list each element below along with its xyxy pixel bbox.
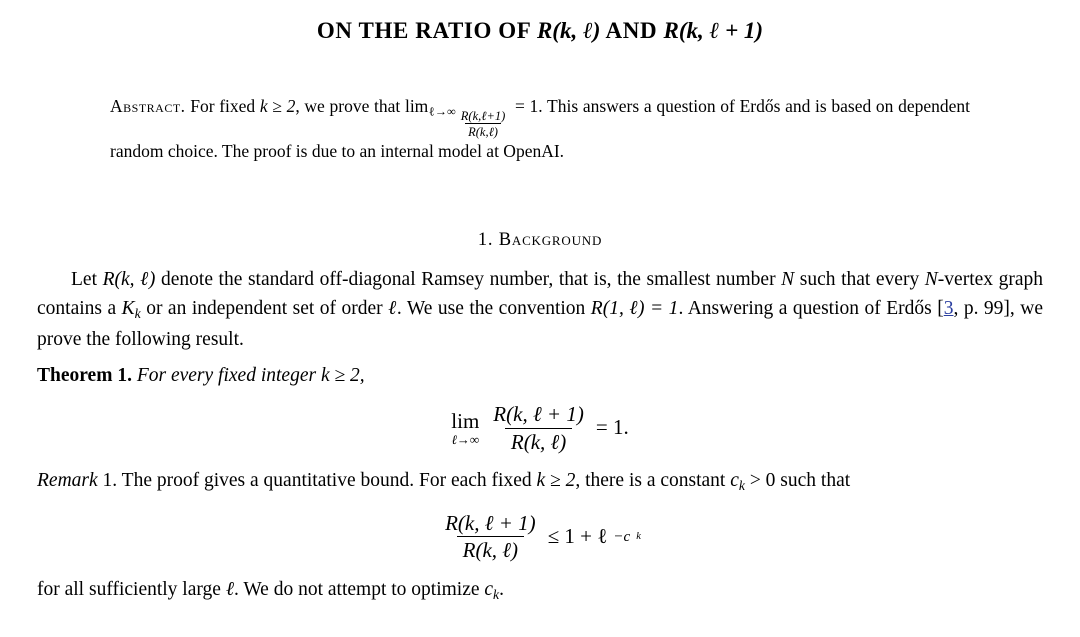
closing-text-3: . [499,578,504,600]
p1-part-2: denote the standard off-diagonal Ramsey number, that is, the smallest number [155,269,782,291]
p1-part-1: Let [71,269,103,291]
theorem-text-2: , [359,365,365,387]
remark-math-c-subscript: k [738,477,745,493]
title-math-2: R(k, ℓ + 1) [663,18,764,43]
p1-math-K: K [121,298,135,320]
limit-subscript: ℓ→∞ [451,431,480,447]
display-equation-remark [37,508,1043,562]
abstract-text-1: For fixed [185,96,260,116]
closing-text-2: . We do not attempt to optimize [233,578,485,600]
theorem-text-1: For every fixed integer [136,365,321,387]
title-math-1: R(k, ℓ) [536,18,601,43]
paragraph-background [37,265,1043,354]
remark-text-1: The proof gives a quantitative bound. For each fixed [117,469,537,491]
p1-math-R: R(k, ℓ) [102,269,156,291]
abstract-math-k: k ≥ 2 [259,96,296,116]
abstract-label: Abstract. [110,96,186,116]
p1-math-N: N [781,269,795,291]
section-heading [0,230,1080,251]
p1-part-8: , p. 99], we prove the following result. [37,298,1044,350]
remark-text-2: , there is a constant [575,469,731,491]
section-name: Background [498,230,603,251]
section-number: 1. [477,230,494,251]
remark-fraction [439,511,542,562]
p1-part-5: or an independent set of order [140,298,389,320]
citation-link-3[interactable]: 3 [943,298,954,320]
p1-math-K-subscript: k [134,306,141,322]
display-equation-theorem [37,402,1043,453]
theorem-statement [37,361,1043,390]
abstract-fraction-numerator: R(k,ℓ+1) [460,108,506,123]
remark-math-c: c [730,469,739,491]
p1-math-N2: N [924,269,938,291]
abstract-fraction-denominator: R(k,ℓ) [465,123,501,139]
remark-text-3: > 0 such that [744,469,851,491]
body-content [37,265,1043,605]
remark-math-k: k ≥ 2 [536,469,576,491]
abstract-block [110,94,970,164]
page-title [0,18,1080,44]
p1-part-7: . Answering a question of Erdős [ [678,298,944,320]
p1-math-convention: R(1, ℓ) = 1 [590,298,679,320]
limit-operator [451,408,480,447]
remark-paragraph [37,466,1043,497]
remark-number: 1. [97,469,118,491]
closing-math-c: c [484,578,494,600]
closing-math-ell: ℓ [225,578,234,600]
p1-part-6: . We use the convention [396,298,591,320]
closing-math-c-subscript: k [493,586,500,602]
remark-head: Remark [37,469,98,491]
abstract-lim-subscript: ℓ→∞ [428,104,456,119]
theorem-math-k: k ≥ 2 [320,365,360,387]
theorem-fraction-denominator: R(k, ℓ) [505,428,572,454]
remark-fraction-numerator: R(k, ℓ + 1) [445,511,536,536]
remark-exponent: −c [613,528,631,545]
remark-equation-relation: ≤ 1 + ℓ [547,524,608,549]
title-joiner: AND [600,18,664,43]
p1-math-ell: ℓ [388,298,397,320]
abstract-text-2: , we prove that lim [295,96,429,116]
theorem-fraction [487,402,590,453]
closing-paragraph [37,575,1043,606]
p1-part-4: -vertex graph contains a [37,269,1043,320]
abstract-text-3: = 1. This answers a question of Erdős and is based on dependent random choice. The proof is due to an internal model at OpenAI. [110,96,971,161]
p1-part-3: such that every [794,269,925,291]
theorem-fraction-numerator: R(k, ℓ + 1) [493,402,584,427]
limit-label: lim [451,408,480,433]
paper-page [0,18,1080,637]
closing-text-1: for all sufficiently large [37,578,226,600]
theorem-equation-rhs: = 1. [595,415,629,440]
theorem-head: Theorem 1. [37,365,132,387]
remark-exponent-subscript: k [636,531,641,543]
abstract-inline-fraction [458,109,509,139]
remark-fraction-denominator: R(k, ℓ) [457,536,524,562]
title-prefix: ON THE RATIO OF [316,18,537,43]
